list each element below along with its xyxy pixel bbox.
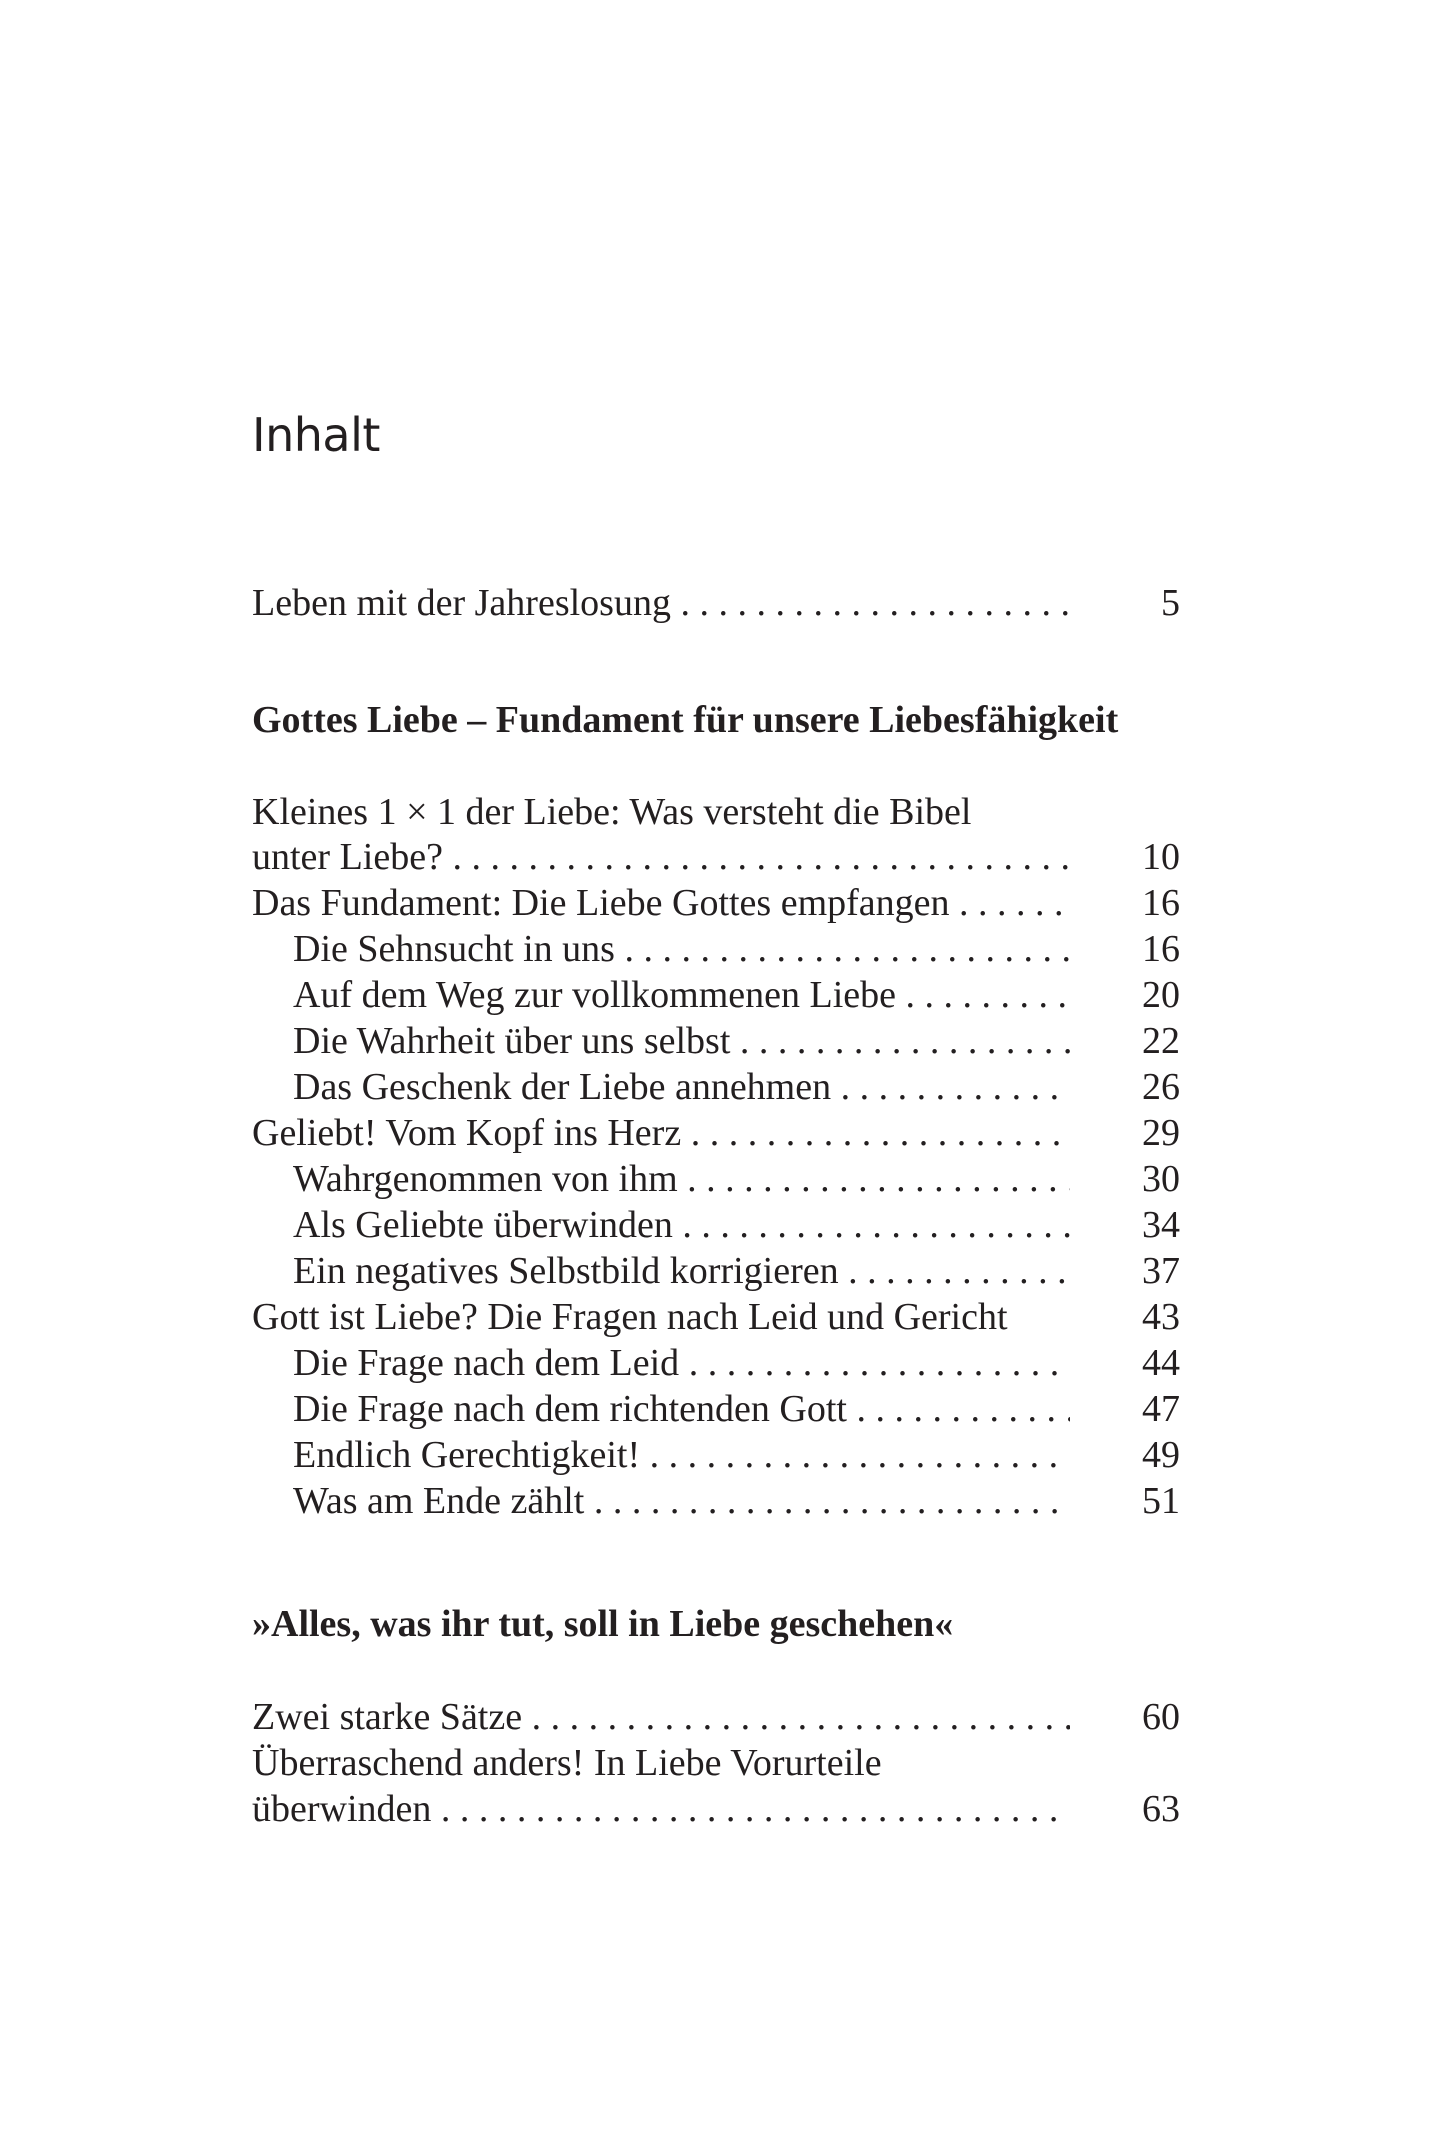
toc-entry-page: 5 — [1161, 582, 1180, 624]
toc-entry[interactable] — [252, 1694, 1180, 1740]
toc-entry-title: Geliebt! Vom Kopf ins Herz . . . — [252, 1110, 1070, 1156]
toc-entry-title: Leben mit der Jahreslosung . . . — [252, 580, 1070, 626]
toc-entry-page: 47 — [1142, 1388, 1180, 1430]
toc-subentry[interactable] — [293, 1478, 1180, 1524]
toc-entry-title: Die Sehnsucht in uns . . . — [293, 926, 1070, 972]
toc-entry-title: Die Wahrheit über uns selbst . . . — [293, 1018, 1070, 1064]
toc-entry-title: Die Frage nach dem richtenden Gott . . . — [293, 1386, 1070, 1432]
toc-entry-page: 43 — [1142, 1296, 1180, 1338]
toc-entry-title: Die Frage nach dem Leid . . . — [293, 1340, 1070, 1386]
toc-entry-title: Als Geliebte überwinden . . . — [293, 1202, 1070, 1248]
toc-entry-page: 26 — [1142, 1066, 1180, 1108]
toc-entry-page: 51 — [1142, 1480, 1180, 1522]
toc-entry-page: 16 — [1142, 928, 1180, 970]
toc-subentry[interactable] — [293, 1018, 1180, 1064]
toc-subentry[interactable] — [293, 1156, 1180, 1202]
toc-entry-title: Kleines 1 × 1 der Liebe: Was versteht die Bibel — [252, 791, 972, 833]
toc-entry-page: 49 — [1142, 1434, 1180, 1476]
toc-entry[interactable] — [252, 834, 1180, 880]
toc-entry[interactable] — [252, 789, 1180, 835]
toc-entry-page: 37 — [1142, 1250, 1180, 1292]
toc-entry-page: 44 — [1142, 1342, 1180, 1384]
section-heading-1: Gottes Liebe – Fundament für unsere Liebesfähigkeit — [252, 699, 1119, 741]
toc-subentry[interactable] — [293, 1248, 1180, 1294]
toc-entry-page: 60 — [1142, 1696, 1180, 1738]
page-title: Inhalt — [252, 408, 380, 462]
toc-entry[interactable] — [252, 1294, 1180, 1340]
toc-entry-title: Was am Ende zählt . . . — [293, 1478, 1070, 1524]
toc-subentry[interactable] — [293, 972, 1180, 1018]
toc-entry[interactable] — [252, 1740, 1180, 1786]
toc-entry-page: 16 — [1142, 882, 1180, 924]
toc-entry-page: 34 — [1142, 1204, 1180, 1246]
toc-entry-title: Gott ist Liebe? Die Fragen nach Leid und Gericht — [252, 1296, 1008, 1338]
toc-subentry[interactable] — [293, 1386, 1180, 1432]
toc-subentry[interactable] — [293, 1064, 1180, 1110]
toc-entry-title: Überraschend anders! In Liebe Vorurteile — [252, 1742, 882, 1784]
toc-entry-page: 22 — [1142, 1020, 1180, 1062]
toc-entry-title: Auf dem Weg zur vollkommenen Liebe . . . — [293, 972, 1070, 1018]
section-heading-2: »Alles, was ihr tut, soll in Liebe geschehen« — [252, 1603, 954, 1645]
toc-entry-page: 20 — [1142, 974, 1180, 1016]
toc-entry-page: 63 — [1142, 1788, 1180, 1830]
toc-entry[interactable] — [252, 880, 1180, 926]
toc-entry-title: unter Liebe? . . . — [252, 834, 1070, 880]
toc-entry-title: Zwei starke Sätze . . . — [252, 1694, 1070, 1740]
toc-entry-title: Das Geschenk der Liebe annehmen . . . — [293, 1064, 1070, 1110]
toc-entry-intro[interactable] — [252, 580, 1180, 626]
toc-subentry[interactable] — [293, 1340, 1180, 1386]
toc-entry-title: überwinden . . . — [252, 1786, 1070, 1832]
toc-subentry[interactable] — [293, 926, 1180, 972]
toc-entry-title: Wahrgenommen von ihm . . . — [293, 1156, 1070, 1202]
toc-entry-page: 10 — [1142, 836, 1180, 878]
toc-subentry[interactable] — [293, 1202, 1180, 1248]
toc-subentry[interactable] — [293, 1432, 1180, 1478]
toc-entry-title: Endlich Gerechtigkeit! . . . — [293, 1432, 1070, 1478]
toc-entry[interactable] — [252, 1786, 1180, 1832]
toc-entry-page: 29 — [1142, 1112, 1180, 1154]
toc-entry-page: 30 — [1142, 1158, 1180, 1200]
toc-entry-title: Ein negatives Selbstbild korrigieren . . . — [293, 1248, 1070, 1294]
toc-entry[interactable] — [252, 1110, 1180, 1156]
toc-entry-title: Das Fundament: Die Liebe Gottes empfangen . . . — [252, 880, 1070, 926]
